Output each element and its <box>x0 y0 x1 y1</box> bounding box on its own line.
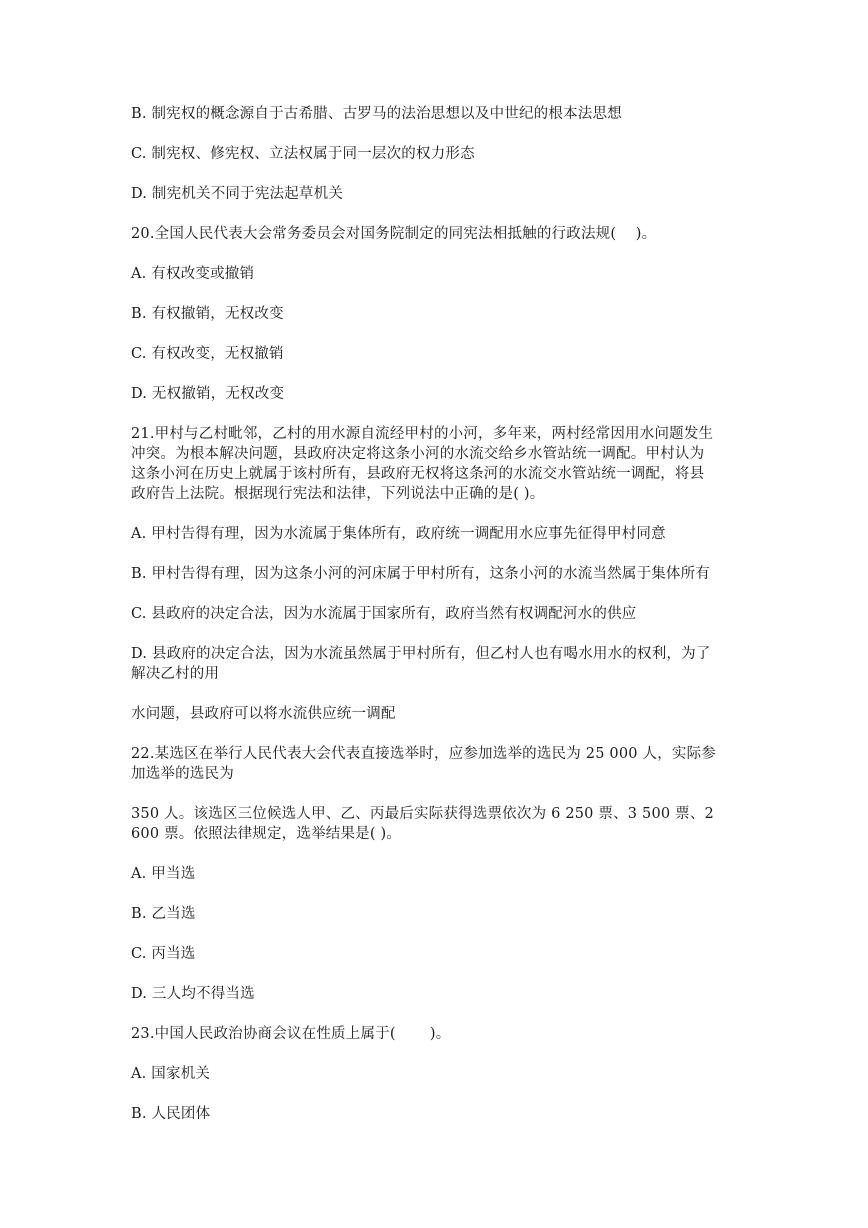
option-c-q22: C. 丙当选 <box>131 946 196 962</box>
question-22-line-4: 600 票。依照法律规定，选举结果是( )。 <box>131 826 402 842</box>
question-20: 20.全国人民代表大会常务委员会对国务院制定的同宪法相抵触的行政法规( )。 <box>131 226 657 242</box>
option-c-q19: C. 制宪权、修宪权、立法权属于同一层次的权力形态 <box>131 146 475 162</box>
option-a-q20: A. 有权改变或撤销 <box>131 266 255 282</box>
option-b-q22: B. 乙当选 <box>131 906 196 922</box>
option-d-q20: D. 无权撤销，无权改变 <box>131 386 285 402</box>
option-d-q22: D. 三人均不得当选 <box>131 986 255 1002</box>
question-22-line-3: 350 人。该选区三位候选人甲、乙、丙最后实际获得选票依次为 6 250 票、3 500 票、2 <box>131 806 714 822</box>
option-d-q19: D. 制宪机关不同于宪法起草机关 <box>131 186 344 202</box>
option-d-q21-line-1: D. 县政府的决定合法，因为水流虽然属于甲村所有，但乙村人也有喝水用水的权利，为了 <box>131 646 711 662</box>
option-d-q21-line-2: 解决乙村的用 <box>131 666 220 682</box>
option-b-q19: B. 制宪权的概念源自于古希腊、古罗马的法治思想以及中世纪的根本法思想 <box>131 106 622 122</box>
option-d-q21-line-3: 水问题，县政府可以将水流供应统一调配 <box>131 706 396 722</box>
option-c-q20: C. 有权改变，无权撤销 <box>131 346 284 362</box>
question-23: 23.中国人民政治协商会议在性质上属于( )。 <box>131 1026 451 1042</box>
option-a-q21: A. 甲村告得有理，因为水流属于集体所有，政府统一调配用水应事先征得甲村同意 <box>131 526 666 542</box>
question-21-line-2: 冲突。为根本解决问题，县政府决定将这条小河的水流交给乡水管站统一调配。甲村认为 <box>131 446 705 462</box>
question-21-line-3: 这条小河在历史上就属于该村所有，县政府无权将这条河的水流交水管站统一调配，将县 <box>131 466 705 482</box>
question-22-line-2: 加选举的选民为 <box>131 766 234 782</box>
question-21-line-1: 21.甲村与乙村毗邻，乙村的用水源自流经甲村的小河，多年来，两村经常因用水问题发生 <box>131 426 714 442</box>
option-c-q21: C. 县政府的决定合法，因为水流属于国家所有，政府当然有权调配河水的供应 <box>131 606 637 622</box>
option-a-q22: A. 甲当选 <box>131 866 196 882</box>
option-b-q20: B. 有权撤销，无权改变 <box>131 306 284 322</box>
question-22-line-1: 22.某选区在举行人民代表大会代表直接选举时，应参加选举的选民为 25 000 人，实际参 <box>131 746 717 762</box>
option-a-q23: A. 国家机关 <box>131 1066 211 1082</box>
option-b-q23: B. 人民团体 <box>131 1106 211 1122</box>
option-b-q21: B. 甲村告得有理，因为这条小河的河床属于甲村所有，这条小河的水流当然属于集体所有 <box>131 566 711 582</box>
question-21-line-4: 政府告上法院。根据现行宪法和法律，下列说法中正确的是( )。 <box>131 486 545 502</box>
